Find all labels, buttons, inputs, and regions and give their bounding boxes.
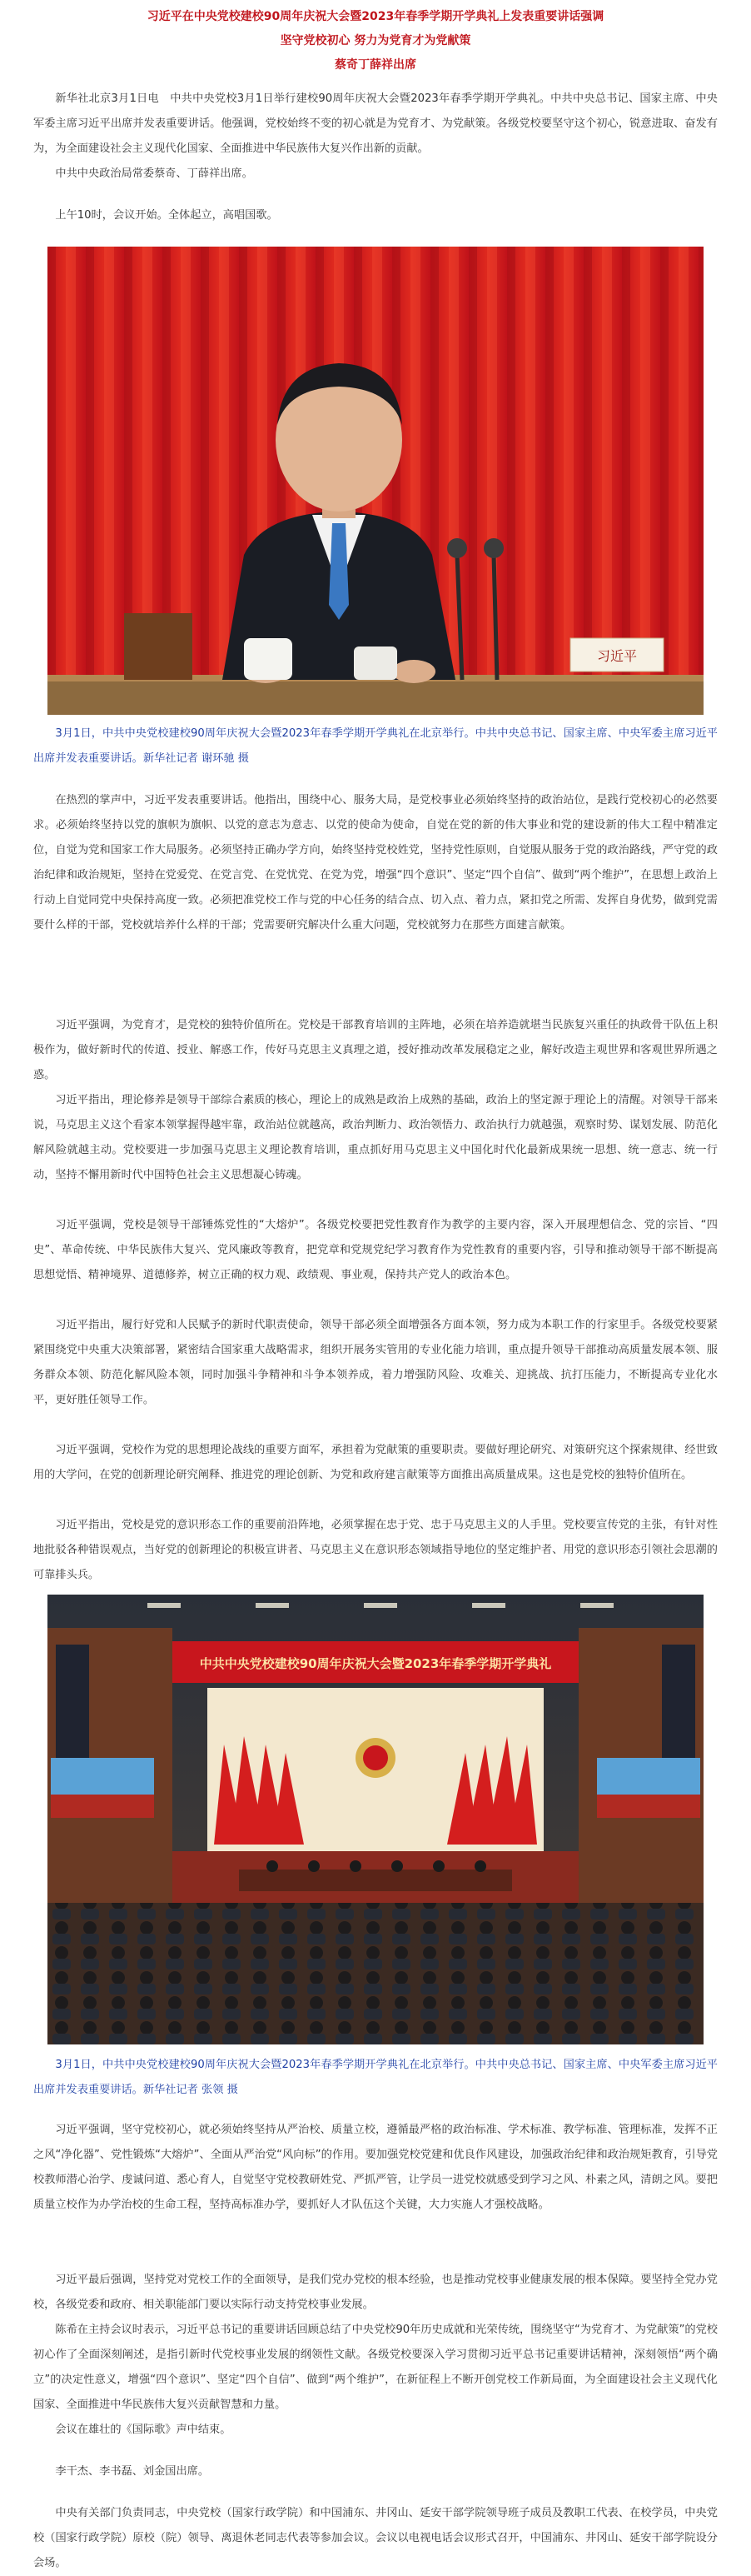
body-paragraph: 中共中央政治局常委蔡奇、丁薛祥出席。 (55, 167, 253, 180)
body-paragraph: 习近平强调，党校是领导干部锤炼党性的“大熔炉”。各级党校要把党性教育作为教学的主要内容，深入开展理想信念、党的宗旨、“四史”、革命传统、中华民族伟大复兴、党风廉政等教育，把党章和党规党纪学习教育作为党性教育的重要内容，引导和推动领导干部不断提高思想觉悟、精神境界、道德修养，树立正确的权力观、政绩观、事业观，保持共产党人的政治本色。 (33, 1219, 718, 1281)
headline-line-3: 蔡奇丁薛祥出席 (335, 58, 416, 72)
headline-line-1: 习近平在中央党校建校90周年庆祝大会暨2023年春季学期开学典礼上发表重要讲话强调 (147, 10, 604, 23)
body-paragraph: 习近平指出，党校是党的意识形态工作的重要前沿阵地，必须掌握在忠于党、忠于马克思主义的人手里。党校要宣传党的主张，有针对性地批驳各种错误观点，当好党的创新理论的积极宣讲者、马克思主义在意识形态领域指导地位的坚定维护者、用党的意识形态引领社会思潮的可靠排头兵。 (33, 1519, 718, 1581)
body-paragraph: 习近平指出，履行好党和人民赋予的新时代职责使命，领导干部必须全面增强各方面本领，努力成为本职工作的行家里手。各级党校要紧紧围绕党中央重大决策部署，紧密结合国家重大战略需求，组织开展务实管用的专业化能力培训，重点提升领导干部推动高质量发展本领、服务群众本领、防范化解风险本领，同时加强斗争精神和斗争本领养成，着力增强防风险、攻难关、迎挑战、抗打压能力，不断提高专业化水平，更好胜任领导工作。 (33, 1319, 718, 1406)
body-paragraph: 习近平指出，理论修养是领导干部综合素质的核心，理论上的成熟是政治上成熟的基础，政治上的坚定源于理论上的清醒。对领导干部来说，马克思主义这个看家本领掌握得越牢靠，政治站位就越高，政治判断力、政治领悟力、政治执行力就越强，观察时势、谋划发展、防范化解风险就越主动。党校要进一步加强马克思主义理论教育培训，重点抓好用马克思主义中国化时代化最新成果统一思想、统一意志、统一行动，坚持不懈用新时代中国特色社会主义思想凝心铸魂。 (33, 1094, 718, 1181)
article-headline (33, 5, 718, 77)
body-paragraph: 中央有关部门负责同志，中央党校（国家行政学院）和中国浦东、井冈山、延安干部学院领导班子成员及教职工代表、在校学员，中央党校（国家行政学院）原校（院）领导、离退休老同志代表等参加会议。会议以电视电话会议形式召开，中国浦东、井冈山、延安干部学院设分会场。 (33, 2507, 718, 2569)
photo-assembly-hall (47, 1595, 704, 2044)
hall-banner: 中共中央党校建校90周年庆祝大会暨2023年春季学期开学典礼 (199, 1656, 552, 1671)
body-paragraph: 习近平强调，党校作为党的思想理论战线的重要方面军，承担着为党献策的重要职责。要做好理论研究、对策研究这个探索规律、经世致用的大学问，在党的创新理论研究阐释、推进党的理论创新、为党和政府建言献策等方面推出高质量成果。这也是党校的独特价值所在。 (33, 1444, 718, 1481)
body-paragraph: 会议在雄壮的《国际歌》声中结束。 (55, 2424, 231, 2436)
body-paragraph: 习近平最后强调，坚持党对党校工作的全面领导，是我们党办党校的根本经验，也是推动党校事业健康发展的根本保障。要坚持全党办党校，各级党委和政府、相关职能部门要以实际行动支持党校事业发展。 (33, 2274, 718, 2311)
photo-caption: 3月1日，中共中央党校建校90周年庆祝大会暨2023年春季学期开学典礼在北京举行。中共中央总书记、国家主席、中央军委主席习近平出席并发表重要讲话。新华社记者 谢环驰 摄 (33, 727, 718, 765)
body-paragraph: 李干杰、李书磊、刘金国出席。 (55, 2465, 210, 2478)
photo-speaker (47, 247, 704, 715)
body-paragraph: 在热烈的掌声中，习近平发表重要讲话。他指出，围绕中心、服务大局，是党校事业必须始终坚持的政治站位，是践行党校初心的必然要求。必须始终坚持以党的旗帜为旗帜、以党的意志为意志、以党的使命为使命，自觉在党的新的伟大事业和党的建设新的伟大工程中精准定位，自觉为党和国家工作大局服务。必须坚持正确办学方向，始终坚持党校姓党，坚持党性原则，自觉服从服务于党的政治路线，严守党的政治纪律和政治规矩，坚持在党爱党、在党言党、在党忧党、在党为党，增强“四个意识”、坚定“四个自信”、做到“两个维护”，在思想上政治上行动上自觉同党中央保持高度一致。必须把准党校工作与党的中心任务的结合点、切入点、着力点，紧扣党之所需、发挥自身优势，做到党需要什么样的干部，党校就培养什么样的干部；党需要研究解决什么重大问题，党校就努力在那些方面建言献策。 (33, 794, 718, 931)
lead-paragraph: 新华社北京3月1日电 中共中央党校3月1日举行建校90周年庆祝大会暨2023年春季学期开学典礼。中共中央总书记、国家主席、中央军委主席习近平出席并发表重要讲话。他强调，党校始终不变的初心就是为党育才、为党献策。各级党校要坚守这个初心，锐意进取、奋发有为，为全面建设社会主义现代化国家、全面推进中华民族伟大复兴作出新的贡献。 (33, 92, 718, 155)
body-paragraph: 习近平强调，坚守党校初心，就必须始终坚持从严治校、质量立校，遵循最严格的政治标准、学术标准、教学标准、管理标准，发挥不正之风“净化器”、党性锻炼“大熔炉”、全面从严治党“风向标”的作用。要加强党校党建和优良作风建设，加强政治纪律和政治规矩教育，引导党校教师潜心治学、虔诚问道、悉心育人，自觉坚守党校教研姓党、严抓严管，让学员一进党校就感受到学习之风、朴素之风，清朗之风。要把质量立校作为办学治校的生命工程，坚持高标准办学，要抓好人才队伍这个关键，大力实施人才强校战略。 (33, 2124, 718, 2211)
speaker-nameplate: 习近平 (596, 648, 638, 664)
photo-caption: 3月1日，中共中央党校建校90周年庆祝大会暨2023年春季学期开学典礼在北京举行。中共中央总书记、国家主席、中央军委主席习近平出席并发表重要讲话。新华社记者 张领 摄 (33, 2059, 718, 2096)
body-paragraph: 上午10时，会议开始。全体起立，高唱国歌。 (55, 209, 278, 222)
body-paragraph: 陈希在主持会议时表示，习近平总书记的重要讲话回顾总结了中央党校90年历史成就和光荣传统，围绕坚守“为党育才、为党献策”的党校初心作了全面深刻阐述，是指引新时代党校事业发展的纲领性文献。各级党校要深入学习贯彻习近平总书记重要讲话精神，深刻领悟“两个确立”的决定性意义，增强“四个意识”、坚定“四个自信”、做到“两个维护”，在新征程上不断开创党校工作新局面，为全面建设社会主义现代化国家、全面推进中华民族伟大复兴贡献智慧和力量。 (33, 2324, 718, 2411)
body-paragraph: 习近平强调，为党育才，是党校的独特价值所在。党校是干部教育培训的主阵地，必须在培养造就堪当民族复兴重任的执政骨干队伍上积极作为，做好新时代的传道、授业、解惑工作，传好马克思主义真理之道，授好推动改革发展稳定之业，解好改造主观世界和客观世界所遇之惑。 (33, 1019, 718, 1081)
headline-line-2: 坚守党校初心 努力为党育才为党献策 (280, 34, 471, 47)
